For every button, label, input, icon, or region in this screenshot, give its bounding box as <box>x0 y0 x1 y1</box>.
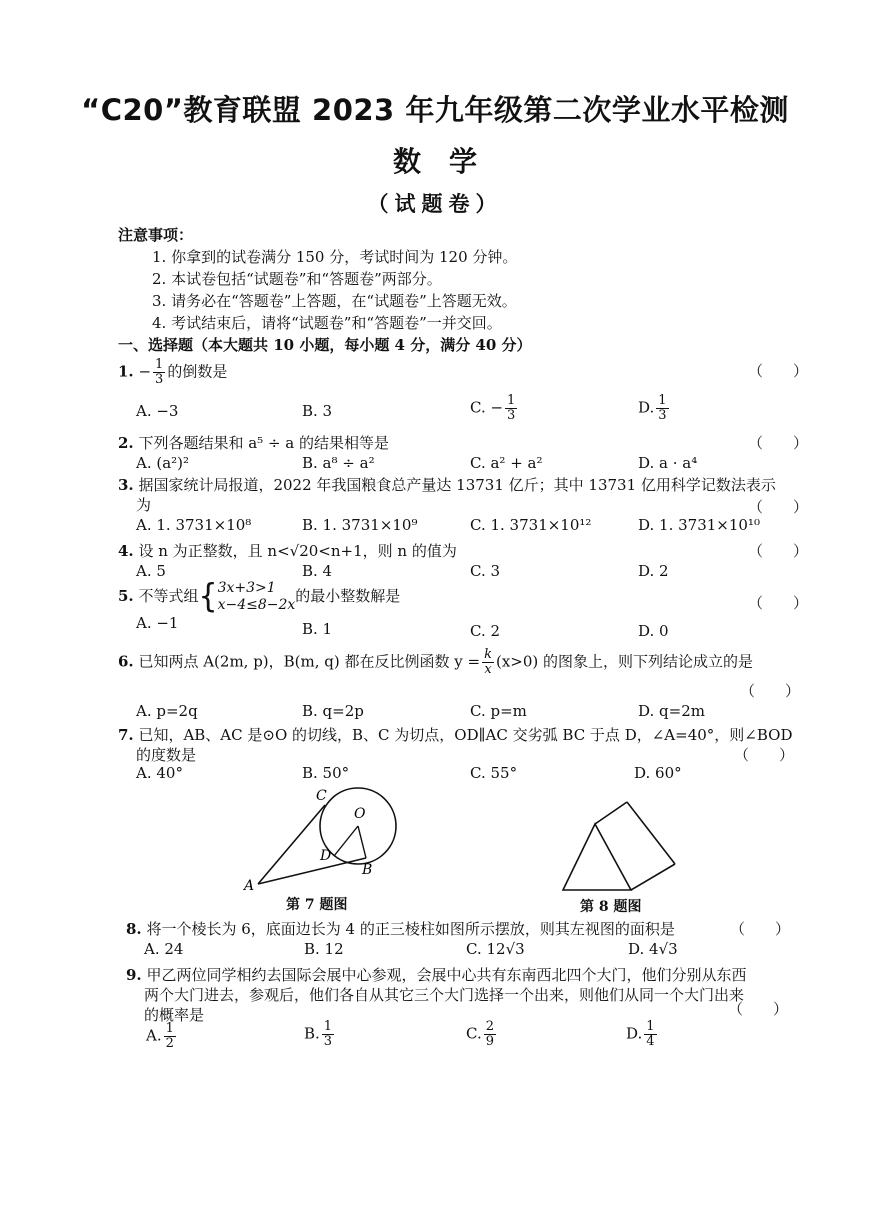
segment-od <box>334 826 358 856</box>
subject-title: 数学 <box>392 145 505 178</box>
question-6 <box>118 648 753 677</box>
denominator: 3 <box>155 372 164 387</box>
question-stem: 甲乙两位同学相约去国际会展中心参观，会展中心共有东南西北四个大门，他们分别从东西 <box>146 966 747 984</box>
question-1 <box>118 358 227 387</box>
numerator: k <box>484 647 492 662</box>
tangent-ac <box>258 805 325 884</box>
figure-7-diagram <box>236 780 416 892</box>
q2-option-b: B. a⁸ ÷ a² <box>302 454 375 472</box>
q2-option-c: C. a² + a² <box>470 454 543 472</box>
q1-option-b: B. 3 <box>302 402 333 420</box>
answer-paren: （ ） <box>748 434 809 452</box>
answer-paren: （ ） <box>730 920 791 938</box>
q4-option-d: D. 2 <box>638 562 669 580</box>
question-stem-end: 的最小整数解是 <box>295 587 401 605</box>
q9-option-c <box>466 1020 498 1049</box>
q9-option-d <box>626 1020 659 1049</box>
question-stem: 设 n 为正整数，且 n<√20<n+1，则 n 的值为 <box>138 542 457 560</box>
q9-stem-line-2: 两个大门进去，参观后，他们各自从其它三个大门选择一个出来，则他们从同一个大门出来 <box>144 986 745 1004</box>
denominator: 3 <box>658 408 667 423</box>
numerator: 1 <box>155 357 164 372</box>
q3-option-c: C. 1. 3731×10¹² <box>470 516 592 534</box>
q3-option-b: B. 1. 3731×10⁹ <box>302 516 418 534</box>
figure-8-caption: 第 8 题图 <box>580 899 642 915</box>
q5-option-a: A. −1 <box>136 614 179 632</box>
exam-title: “C20”教育联盟 2023 年九年级第二次学业水平检测 <box>81 93 789 127</box>
inverse-fraction <box>482 648 494 677</box>
inequality-1: 3x+3>1 <box>217 580 276 596</box>
answer-paren: （ ） <box>748 362 809 380</box>
answer-paren: （ ） <box>748 542 809 560</box>
question-3 <box>118 474 776 495</box>
q3-option-a: A. 1. 3731×10⁸ <box>136 516 252 534</box>
q5-option-c: C. 2 <box>470 622 501 640</box>
question-number: 6. <box>118 652 134 671</box>
q2-option-d: D. a · a⁴ <box>638 454 698 472</box>
q3-stem-cont: 为 <box>136 496 152 514</box>
denominator: x <box>484 662 492 677</box>
q6-option-c: C. p=m <box>470 702 527 720</box>
question-stem: 下列各题结果和 a⁵ ÷ a 的结果相等是 <box>138 434 389 452</box>
inequality-system <box>218 580 296 614</box>
option-prefix: C. <box>466 1024 482 1043</box>
q8-option-c: C. 12√3 <box>466 940 525 958</box>
tangent-ab <box>258 858 366 884</box>
inequality-2: x−4≤8−2x <box>217 597 296 613</box>
question-number: 4. <box>118 542 134 560</box>
answer-paren: （ ） <box>734 746 795 764</box>
label-d: D <box>320 848 332 864</box>
label-c: C <box>316 788 327 804</box>
question-stem: 据国家统计局报道，2022 年我国粮食总产量达 13731 亿斤；其中 13731 亿用科学记数法表示 <box>138 476 776 494</box>
q4-option-a: A. 5 <box>136 562 166 580</box>
q9-option-b <box>304 1020 336 1049</box>
option-prefix: D. <box>626 1024 643 1043</box>
q6-option-a: A. p=2q <box>136 702 198 720</box>
q5-option-d: D. 0 <box>638 622 669 640</box>
notice-item: 4. 考试结束后，请将“试题卷”和“答题卷”一并交回。 <box>152 314 502 332</box>
denominator: 4 <box>646 1034 655 1049</box>
question-2 <box>118 432 389 453</box>
left-brace-icon: { <box>198 577 218 616</box>
q6-option-b: B. q=2p <box>302 702 364 720</box>
q3-option-d: D. 1. 3731×10¹⁰ <box>638 516 760 534</box>
q1-option-a: A. −3 <box>136 402 179 420</box>
label-b: B <box>362 862 373 878</box>
q9-option-a <box>146 1022 178 1051</box>
prism-front-face <box>563 824 631 890</box>
question-number: 7. <box>118 726 134 744</box>
figure-8-prism <box>555 798 685 896</box>
option-prefix: D. <box>638 398 655 417</box>
question-number: 3. <box>118 476 134 494</box>
q1-stem: 的倒数是 <box>167 362 228 381</box>
option-fraction <box>164 1022 176 1051</box>
notice-heading: 注意事项： <box>118 226 194 244</box>
notice-item: 2. 本试卷包括“试题卷”和“答题卷”两部分。 <box>152 270 442 288</box>
numerator: 1 <box>165 1021 174 1036</box>
denominator: 2 <box>165 1036 174 1051</box>
question-9 <box>126 964 746 985</box>
q1-minus: − <box>138 362 152 381</box>
radius-ob <box>358 826 366 858</box>
option-fraction <box>322 1020 334 1049</box>
paper-type: （试题卷） <box>367 191 503 216</box>
question-number: 5. <box>118 587 134 605</box>
answer-paren: （ ） <box>748 498 809 516</box>
answer-paren: （ ） <box>740 682 801 700</box>
q2-option-a: A. (a²)² <box>136 454 190 472</box>
option-fraction <box>484 1020 496 1049</box>
q7-option-a: A. 40° <box>136 764 183 782</box>
label-a: A <box>244 878 255 892</box>
question-stem-end: (x>0) 的图象上，则下列结论成立的是 <box>496 652 754 671</box>
answer-paren: （ ） <box>748 594 809 612</box>
answer-paren: （ ） <box>728 1000 789 1018</box>
prism-bottom-edge <box>631 864 675 890</box>
denominator: 9 <box>485 1034 494 1049</box>
q7-option-c: C. 55° <box>470 764 518 782</box>
q1-fraction <box>153 358 165 387</box>
numerator: 1 <box>507 393 516 408</box>
option-prefix: B. <box>304 1024 320 1043</box>
question-number: 8. <box>126 920 142 938</box>
question-stem: 将一个棱长为 6，底面边长为 4 的正三棱柱如图所示摆放，则其左视图的面积是 <box>146 920 675 938</box>
q8-option-a: A. 24 <box>144 940 184 958</box>
q4-option-c: C. 3 <box>470 562 501 580</box>
prism-back-edge <box>627 802 675 864</box>
numerator: 1 <box>323 1019 333 1034</box>
numerator: 1 <box>658 393 667 408</box>
q9-stem-line-3: 的概率是 <box>144 1006 205 1024</box>
label-o: O <box>354 806 366 822</box>
denominator: 3 <box>323 1034 333 1049</box>
option-prefix: A. <box>146 1026 162 1045</box>
question-number: 9. <box>126 966 142 984</box>
q1-option-d <box>638 394 671 423</box>
option-fraction <box>656 394 668 423</box>
q8-option-b: B. 12 <box>304 940 344 958</box>
q5-option-b: B. 1 <box>302 620 333 638</box>
q8-option-d: D. 4√3 <box>628 940 678 958</box>
notice-item: 3. 请务必在“答题卷”上答题，在“试题卷”上答题无效。 <box>152 292 517 310</box>
q7-stem-cont: 的度数是 <box>136 746 197 764</box>
numerator: 2 <box>485 1019 494 1034</box>
question-stem: 已知，AB、AC 是⊙O 的切线，B、C 为切点，OD∥AC 交劣弧 BC 于点 D，∠A=40°，则∠BOD <box>138 726 793 744</box>
q6-option-d: D. q=2m <box>638 702 705 720</box>
question-stem: 不等式组 <box>138 587 199 605</box>
q7-option-b: B. 50° <box>302 764 350 782</box>
q7-option-d: D. 60° <box>634 764 682 782</box>
figure-7-caption: 第 7 题图 <box>286 897 348 913</box>
q4-option-b: B. 4 <box>302 562 333 580</box>
question-4 <box>118 540 457 561</box>
numerator: 1 <box>646 1019 655 1034</box>
option-fraction <box>505 394 517 423</box>
question-7 <box>118 724 792 745</box>
denominator: 3 <box>507 408 516 423</box>
question-5 <box>118 577 401 616</box>
option-fraction <box>644 1020 656 1049</box>
section-heading: 一、选择题（本大题共 10 小题，每小题 4 分，满分 40 分） <box>118 336 532 354</box>
question-number: 1. <box>118 362 134 381</box>
q1-option-c <box>470 394 519 423</box>
question-number: 2. <box>118 434 134 452</box>
notice-item: 1. 你拿到的试卷满分 150 分，考试时间为 120 分钟。 <box>152 248 518 266</box>
option-prefix: C. − <box>470 398 504 417</box>
prism-top-edge <box>595 802 627 824</box>
question-8 <box>126 918 675 939</box>
question-stem: 已知两点 A(2m, p)，B(m, q) 都在反比例函数 y = <box>138 652 481 671</box>
